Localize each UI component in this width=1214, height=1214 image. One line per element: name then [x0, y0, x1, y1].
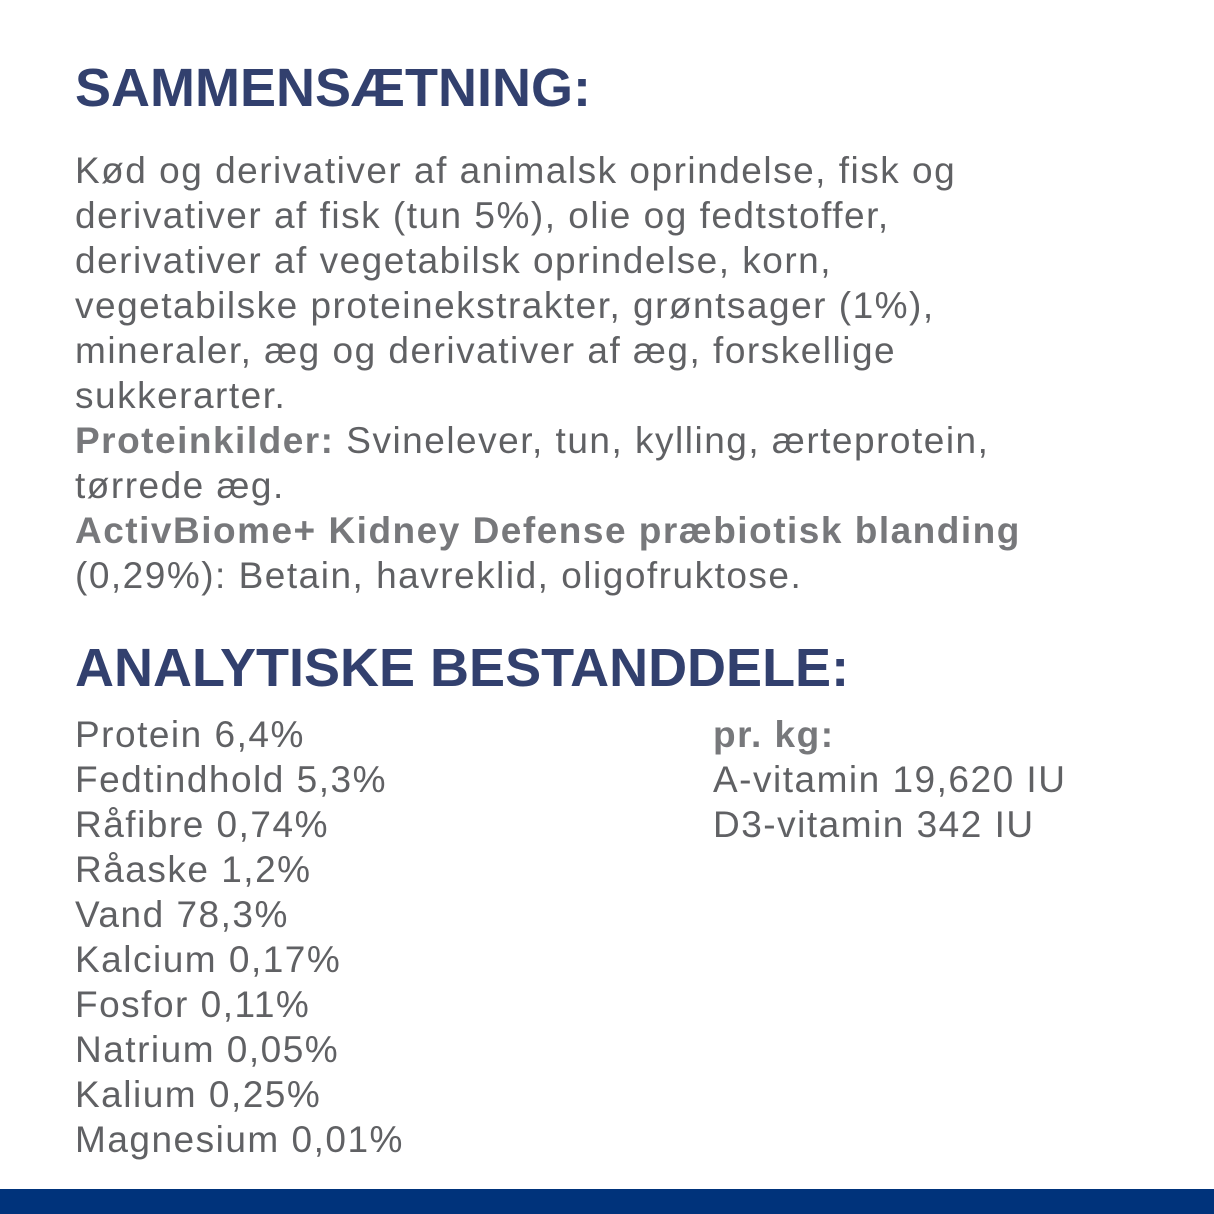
analysis-item: Råfibre 0,74% [75, 804, 329, 845]
vitamin-item: D3-vitamin 342 IU [713, 804, 1035, 845]
composition-line: Kød og derivativer af animalsk oprindelse, fisk og [75, 150, 957, 191]
per-kg-label: pr. kg: [713, 714, 835, 755]
protein-sources-line [75, 418, 1155, 463]
analysis-item: Vand 78,3% [75, 894, 289, 935]
analysis-item: Fosfor 0,11% [75, 984, 311, 1025]
protein-sources-text: Svinelever, tun, kylling, ærteprotein, [334, 420, 990, 461]
composition-line: derivativer af vegetabilsk oprindelse, korn, [75, 240, 833, 281]
analysis-item: Fedtindhold 5,3% [75, 759, 387, 800]
analysis-item: Kalium 0,25% [75, 1074, 322, 1115]
composition-paragraph [75, 148, 1155, 598]
analysis-left-column [75, 712, 713, 1162]
composition-heading: SAMMENSÆTNING: [75, 58, 591, 118]
activbiome-line-2: (0,29%): Betain, havreklid, oligofruktose. [75, 555, 803, 596]
composition-line: vegetabilske proteinekstrakter, grøntsager (1%), [75, 285, 935, 326]
label-content [75, 0, 1155, 1162]
analysis-right-column [713, 712, 1155, 1162]
analysis-item: Magnesium 0,01% [75, 1119, 404, 1160]
protein-sources-label: Proteinkilder: [75, 420, 335, 461]
analysis-item: Natrium 0,05% [75, 1029, 340, 1070]
composition-line: derivativer af fisk (tun 5%), olie og fedtstoffer, [75, 195, 890, 236]
analysis-heading: ANALYTISKE BESTANDDELE: [75, 638, 850, 698]
analysis-item: Råaske 1,2% [75, 849, 312, 890]
activbiome-label: ActivBiome+ Kidney Defense præbiotisk blanding [75, 510, 1021, 551]
composition-line: sukkerarter. [75, 375, 287, 416]
composition-line: mineraler, æg og derivativer af æg, forskellige [75, 330, 897, 371]
analysis-item: Protein 6,4% [75, 714, 305, 755]
analysis-item: Kalcium 0,17% [75, 939, 342, 980]
vitamin-item: A-vitamin 19,620 IU [713, 759, 1067, 800]
analysis-columns [75, 712, 1155, 1162]
protein-sources-line-2: tørrede æg. [75, 465, 285, 506]
bottom-brand-bar [0, 1189, 1214, 1214]
